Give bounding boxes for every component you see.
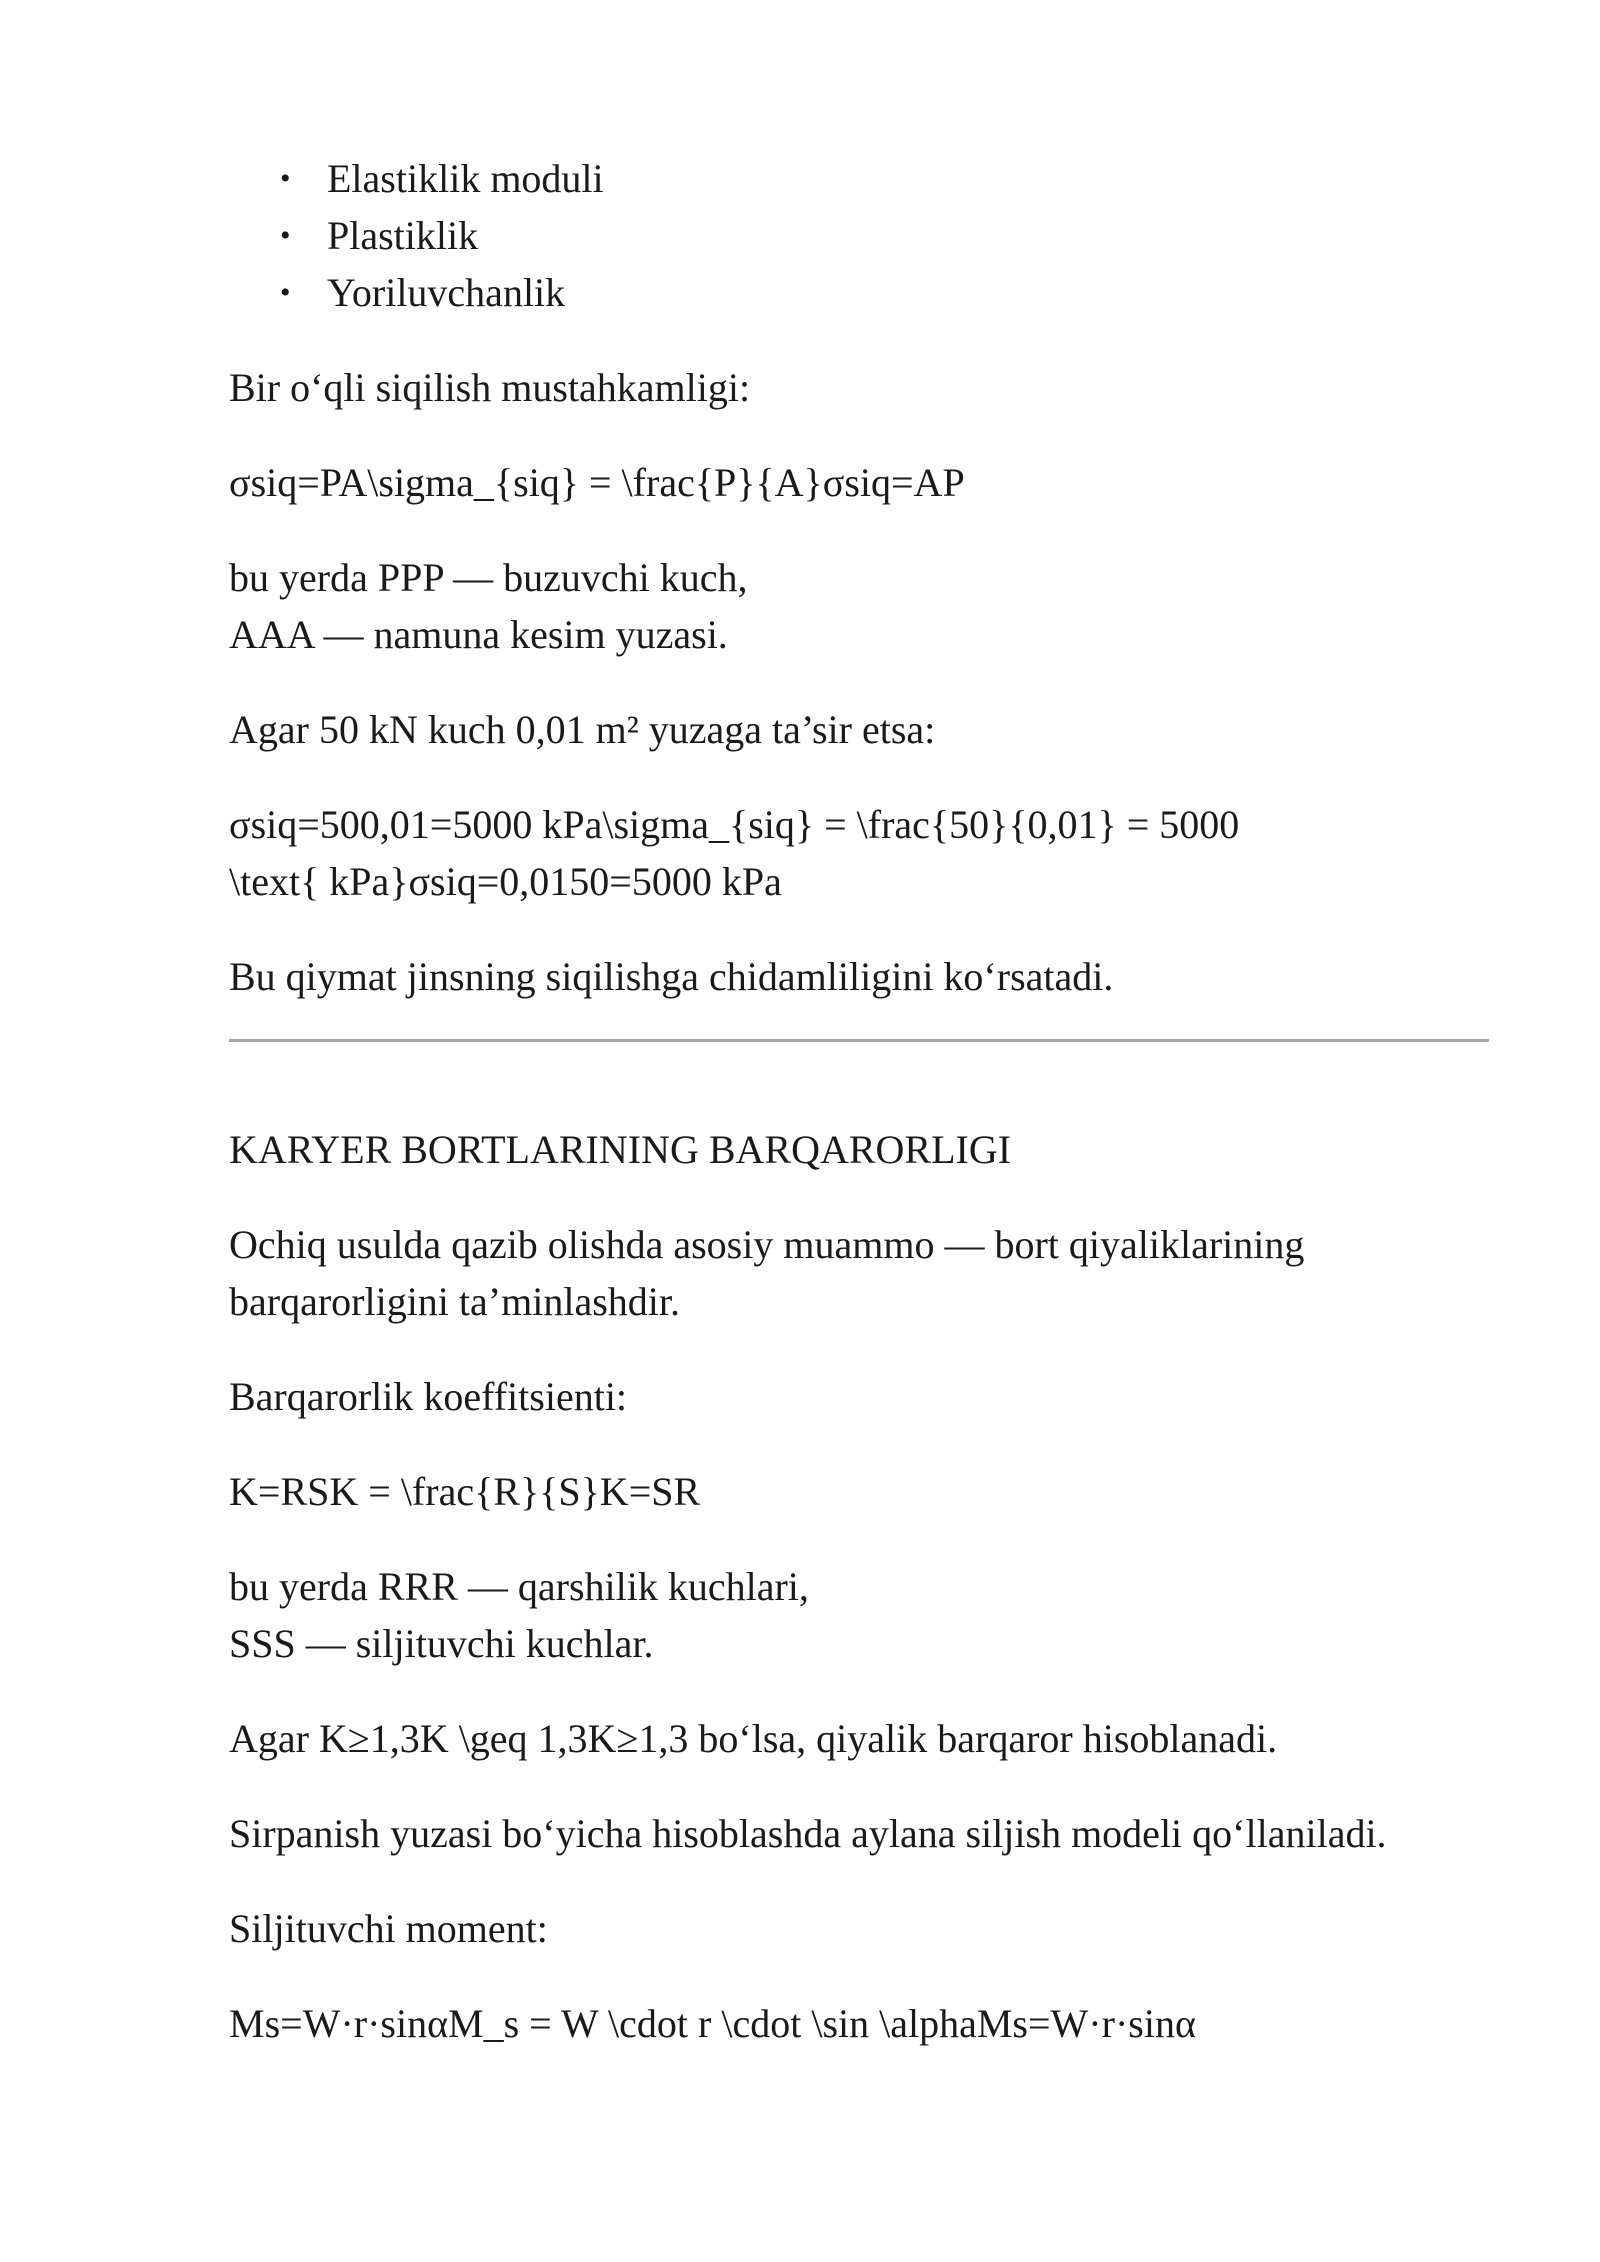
- formula-line: σsiq=500,01=5000 kPa\sigma_{siq} = \frac{50}{0,01} = 5000: [229, 802, 1240, 847]
- formula-example-calculation: [229, 796, 1489, 910]
- paragraph-force-definitions: [229, 1558, 1489, 1672]
- paragraph-compressive-strength-intro: Bir o‘qli siqilish mustahkamligi:: [229, 365, 751, 410]
- list-item-text: Elastiklik moduli: [327, 156, 604, 201]
- formula-line: \text{ kPa}σsiq=0,0150=5000 kPa: [229, 859, 782, 904]
- formula-compressive-strength: σsiq=PA\sigma_{siq} = \frac{P}{A}σsiq=AP: [229, 460, 965, 505]
- paragraph-stability-coefficient: Barqarorlik koeffitsienti:: [229, 1374, 628, 1419]
- list-item-text: Plastiklik: [327, 213, 479, 258]
- bullet-list: [229, 150, 1489, 321]
- section-heading: KARYER BORTLARINING BARQARORLIGI: [229, 1127, 1012, 1172]
- list-item: [229, 264, 1489, 321]
- list-item: [229, 150, 1489, 207]
- list-item: [229, 207, 1489, 264]
- bullet-icon: •: [280, 276, 291, 309]
- bullet-icon: •: [280, 219, 291, 252]
- paragraph-variable-definitions: [229, 549, 1489, 663]
- paragraph-sliding-model: Sirpanish yuzasi bo‘yicha hisoblashda aylana siljish modeli qo‘llaniladi.: [229, 1811, 1387, 1856]
- definition-line: AAA — namuna kesim yuzasi.: [229, 612, 728, 657]
- paragraph-example: Agar 50 kN kuch 0,01 m² yuzaga ta’sir etsa:: [229, 707, 936, 752]
- definition-line: bu yerda PPP — buzuvchi kuch,: [229, 555, 748, 600]
- text-line: barqarorligini ta’minlashdir.: [229, 1279, 680, 1324]
- paragraph-sliding-moment: Siljituvchi moment:: [229, 1906, 548, 1951]
- text-line: Ochiq usulda qazib olishda asosiy muammo — bort qiyaliklarining: [229, 1222, 1305, 1267]
- formula-stability-coefficient: K=RSK = \frac{R}{S}K=SR: [229, 1469, 701, 1514]
- definition-line: SSS — siljituvchi kuchlar.: [229, 1621, 654, 1666]
- paragraph-stability-condition: Agar K≥1,3K \geq 1,3K≥1,3 bo‘lsa, qiyalik barqaror hisoblanadi.: [229, 1716, 1278, 1761]
- paragraph-open-pit-problem: [229, 1216, 1489, 1330]
- document-page: [229, 150, 1489, 2052]
- definition-line: bu yerda RRR — qarshilik kuchlari,: [229, 1564, 809, 1609]
- paragraph-conclusion: Bu qiymat jinsning siqilishga chidamliligini ko‘rsatadi.: [229, 954, 1114, 999]
- list-item-text: Yoriluvchanlik: [327, 270, 566, 315]
- formula-sliding-moment: Ms=W·r·sinαM_s = W \cdot r \cdot \sin \alphaMs=W·r·sinα: [229, 2001, 1196, 2046]
- horizontal-divider: [229, 1039, 1489, 1042]
- bullet-icon: •: [280, 162, 291, 195]
